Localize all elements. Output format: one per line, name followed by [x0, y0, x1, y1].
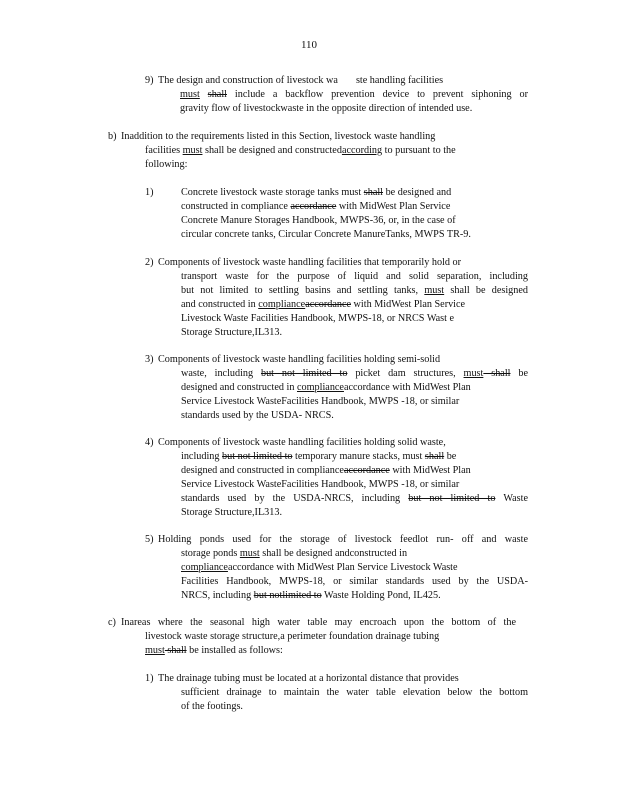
- b-item-4-label: 4): [145, 437, 154, 448]
- b-item-3-text: Components of livestock waste handling facilities holding semi-solid waste, including but not limited to picket dam structures, must shall be designed and constructed in complianceaccordance with MidWest Plan Service Livestock WasteFacilities Handbook, MWPS -18, or similar standards used by the USDA- NRCS.: [158, 354, 528, 421]
- section-c-intro: Inareas where the seasonal high water table may encroach upon the bottom of the livestock waste storage structure,a perimeter foundation drainage tubing must shall be installed as follows:: [121, 617, 516, 656]
- b-item-4-text: Components of livestock waste handling facilities holding solid waste, including but not limited to temporary manure stacks, must shall be designed and constructed in complianceaccordance with MidWest Plan Service Livestock WasteFacilities Handbook, MWPS -18, or similar standards used by the USDA-NRCS, including but not limited to Waste Storage Structure,IL313.: [158, 437, 528, 518]
- b-item-1-text: Concrete livestock waste storage tanks must shall be designed and constructed in compliance accordance with MidWest Plan Service Concrete Manure Storages Handbook, MWPS-36, or, in the case of circular concrete tanks, Circular Concrete ManureTanks, MWPS TR-9.: [181, 187, 471, 240]
- c-item-1-label: 1): [145, 673, 154, 684]
- section-c-label: c): [108, 617, 116, 628]
- b-item-3-label: 3): [145, 354, 154, 365]
- page-number: 110: [300, 39, 318, 51]
- item-9-text: The design and construction of livestock wa ste handling facilities must shall include a backflow prevention device to prevent siphoning or gravity flow of livestockwaste in the opposite direction of intended use.: [158, 75, 528, 114]
- b-item-5-label: 5): [145, 534, 154, 545]
- b-item-2-text: Components of livestock waste handling facilities that temporarily hold or transport waste for the purpose of liquid and solid separation, including but not limited to settling basins and settling tanks, must shall be designed and constructed in complianceaccordance with MidWest Plan Service Livestock Waste Facilities Handbook, MWPS-18, or NRCS Wast e Storage Structure,IL313.: [158, 257, 528, 338]
- b-item-2-label: 2): [145, 257, 154, 268]
- b-item-5-text: Holding ponds used for the storage of livestock feedlot run- off and waste storage ponds must shall be designed andconstructed in complianceaccordance with MidWest Plan Service Livestock Waste Facilities Handbook, MWPS-18, or similar standards used by the USDA- NRCS, including but notlimited to Waste Holding Pond, IL425.: [158, 534, 528, 601]
- section-b-label: b): [108, 131, 117, 142]
- c-item-1-text: The drainage tubing must be located at a horizontal distance that provides sufficient drainage to maintain the water table elevation below the bottom of the footings.: [158, 673, 528, 712]
- section-b-intro: Inaddition to the requirements listed in this Section, livestock waste handling facilities must shall be designed and constructedaccording to pursuant to the following:: [121, 131, 456, 170]
- item-9-label: 9): [145, 75, 154, 86]
- b-item-1-label: 1): [145, 187, 154, 198]
